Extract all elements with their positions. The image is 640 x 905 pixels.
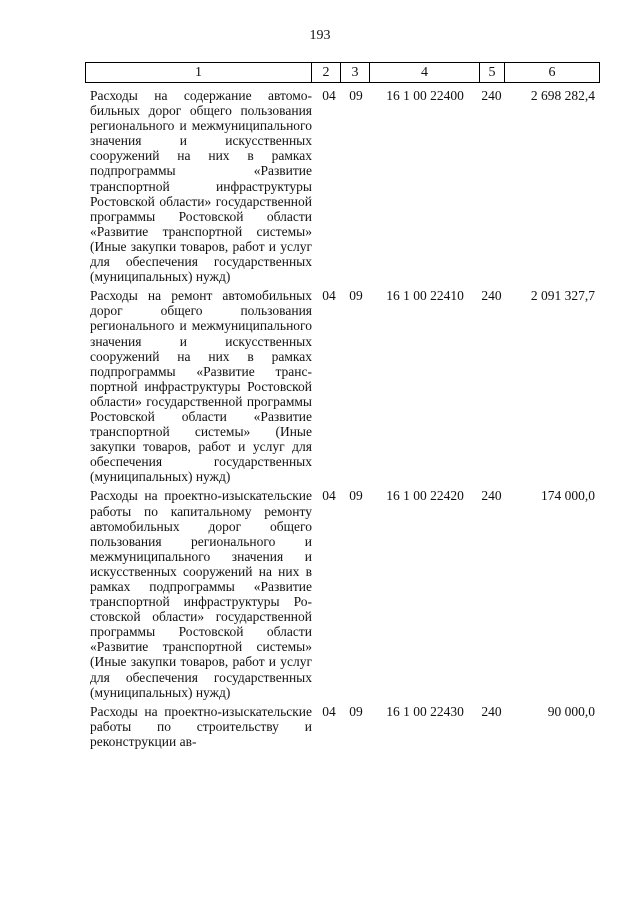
row-amount: 2 698 282,4: [530, 88, 595, 103]
table-row: [85, 704, 600, 749]
row-subsection-code: 09: [349, 703, 363, 719]
table-body: [85, 88, 600, 753]
header-col-1: 1: [85, 62, 312, 83]
row-expense-type: 240: [481, 88, 502, 103]
row-description: Расходы на проектно-изыскательские работы по капитальному ремонту автомобильных дорог общего пользования регионального и межмуниципального значения и искусственных сооружений на них в рамках подпрограммы «Развитие транспортной инфраструктуры Ростовской области» государственной программы Ростовской области «Развитие транспортной системы» (Иные закупки товаров, работ и услуг для обеспечения государственных (муниципальных) нужд): [90, 488, 312, 700]
row-description: Расходы на ремонт автомобильных дорог общего пользования регионального и межмуниципального значения и искусственных сооружений на них в рамках подпрограммы «Развитие транспортной инфраструктуры Ростовской области» государственной программы Ростовской области «Развитие транспортной системы» (Иные закупки товаров, работ и услуг для обеспечения государственных (муниципальных) нужд): [90, 288, 312, 485]
row-target-article: 16 1 00 22430: [386, 703, 464, 719]
row-section-code: 04: [322, 88, 336, 103]
header-col-4: 4: [370, 62, 480, 83]
table-row: [85, 88, 600, 284]
row-section-code: 04: [322, 488, 336, 504]
row-expense-type: 240: [481, 703, 502, 719]
row-description: Расходы на содержание автомобильных дорог общего пользования регионального и межмуниципального значения и искусственных сооружений на них в рамках подпрограммы «Развитие транспортной инфраструктуры Ростовской области» государственной программы Ростовской области «Развитие транспортной системы» (Иные закупки товаров, работ и услуг для обеспечения государственных (муниципальных) нужд): [90, 88, 312, 285]
row-amount: 90 000,0: [547, 703, 595, 719]
table-row: [85, 488, 600, 699]
row-expense-type: 240: [481, 488, 502, 504]
row-expense-type: 240: [481, 288, 502, 304]
row-target-article: 16 1 00 22410: [386, 288, 464, 304]
table-row: [85, 288, 600, 484]
row-subsection-code: 09: [349, 488, 363, 504]
header-col-3: 3: [341, 62, 370, 83]
header-col-5: 5: [480, 62, 505, 83]
header-col-6: 6: [505, 62, 600, 83]
row-amount: 2 091 327,7: [530, 288, 595, 304]
row-subsection-code: 09: [349, 88, 363, 103]
row-target-article: 16 1 00 22420: [386, 488, 464, 504]
header-col-2: 2: [312, 62, 341, 83]
row-description: Расходы на проектно-изыскательские работы по строительству и реконструкции ав-: [90, 703, 312, 749]
page-number: 193: [309, 28, 331, 43]
row-target-article: 16 1 00 22400: [386, 88, 464, 103]
row-section-code: 04: [322, 288, 336, 304]
table-header: [85, 62, 600, 83]
row-amount: 174 000,0: [541, 488, 595, 504]
row-subsection-code: 09: [349, 288, 363, 304]
row-section-code: 04: [322, 703, 336, 719]
